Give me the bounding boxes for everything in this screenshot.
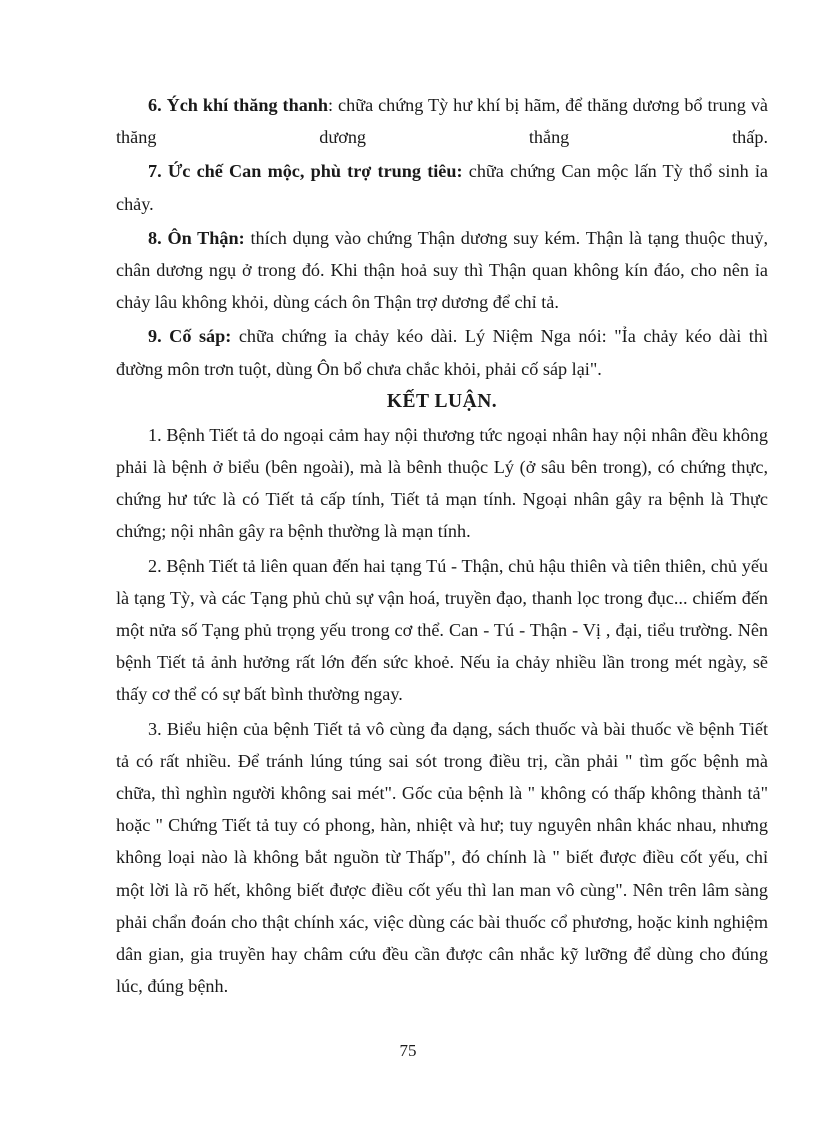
- item-8-term: 8. Ôn Thận:: [148, 227, 245, 248]
- item-7-text: chữa chứng Can mộc lấn Tỳ thổ sinh ỉa chảy.: [116, 161, 768, 214]
- conclusion-2: 2. Bệnh Tiết tả liên quan đến hai tạng Tú - Thận, chủ hậu thiên và tiên thiên, chủ yếu là tạng Tỳ, và các Tạng phủ chủ sự vận hoá, truyền đạo, thanh lọc trong đục... chiếm đến một nửa số Tạng phủ trọng yếu trong cơ thể. Can - Tú - Thận - Vị , đại, tiểu trường. Nên bệnh Tiết tả ảnh hưởng rất lớn đến sức khoẻ. Nếu ỉa chảy nhiều lần trong mét ngày, sẽ thấy cơ thể có sự bất bình thường ngay.: [116, 555, 768, 705]
- item-8: [116, 222, 768, 319]
- conclusion-1: 1. Bệnh Tiết tả do ngoại cảm hay nội thương tức ngoại nhân hay nội nhân đều không phải là bệnh ở biểu (bên ngoài), mà là bênh thuộc Lý (ở sâu bên trong), có chứng thực, chứng hư tức là có Tiết tả cấp tính, Tiết tả mạn tính. Ngoại nhân gây ra bệnh là Thực chứng; nội nhân gây ra bệnh thường là mạn tính.: [116, 424, 768, 542]
- item-7: [116, 155, 768, 219]
- item-6-text: : chữa chứng Tỳ hư khí bị hãm, để thăng dương bổ trung và thăng dương thắng thấp.: [116, 95, 768, 148]
- conclusion-heading: KẾT LUẬN.: [386, 390, 498, 412]
- item-9-term: 9. Cố sáp:: [148, 326, 232, 347]
- item-9-text: chữa chứng ỉa chảy kéo dài. Lý Niệm Nga nói: "Ỉa chảy kéo dài thì đường môn trơn tuột, dùng Ôn bổ chưa chắc khỏi, phải cố sáp lại".: [116, 326, 768, 379]
- body-text: [116, 89, 768, 1002]
- item-6-term: 6. Ých khí thăng thanh: [148, 95, 329, 115]
- conclusion-3: 3. Biểu hiện của bệnh Tiết tả vô cùng đa dạng, sách thuốc và bài thuốc về bệnh Tiết tả có rất nhiều. Để tránh lúng túng sai sót trong điều trị, cần phải " tìm gốc bệnh mà chữa, thì nghìn người không sai mét". Gốc của bệnh là " không có thấp không thành tả" hoặc " Chứng Tiết tả tuy có phong, hàn, nhiệt và hư; tuy nguyên nhân khác nhau, nhưng không loại nào là không bắt nguồn từ Thấp", đó chính là " biết được điều cốt yếu, chỉ một lời là rõ hết, không biết được điều cốt yếu thì lan man vô cùng". Nên trên lâm sàng phải chẩn đoán cho thật chính xác, việc dùng các bài thuốc cổ phương, hoặc kinh nghiệm dân gian, gia truyền hay châm cứu đều cần được cân nhắc kỹ lưỡng để dùng cho đúng lúc, đúng bệnh.: [116, 718, 768, 997]
- item-6-line-1: [116, 89, 768, 153]
- item-9: [116, 320, 768, 384]
- item-7-term: 7. Ức chế Can mộc, phù trợ trung tiêu:: [148, 161, 463, 182]
- page-number: 75: [399, 1041, 417, 1060]
- item-8-text: thích dụng vào chứng Thận dương suy kém. Thận là tạng thuộc thuỷ, chân dương ngụ ở trong đó. Khi thận hoả suy thì Thận quan không kín đáo, cho nên ỉa chảy lâu không khỏi, dùng cách ôn Thận trợ dương để chỉ tả.: [116, 227, 768, 313]
